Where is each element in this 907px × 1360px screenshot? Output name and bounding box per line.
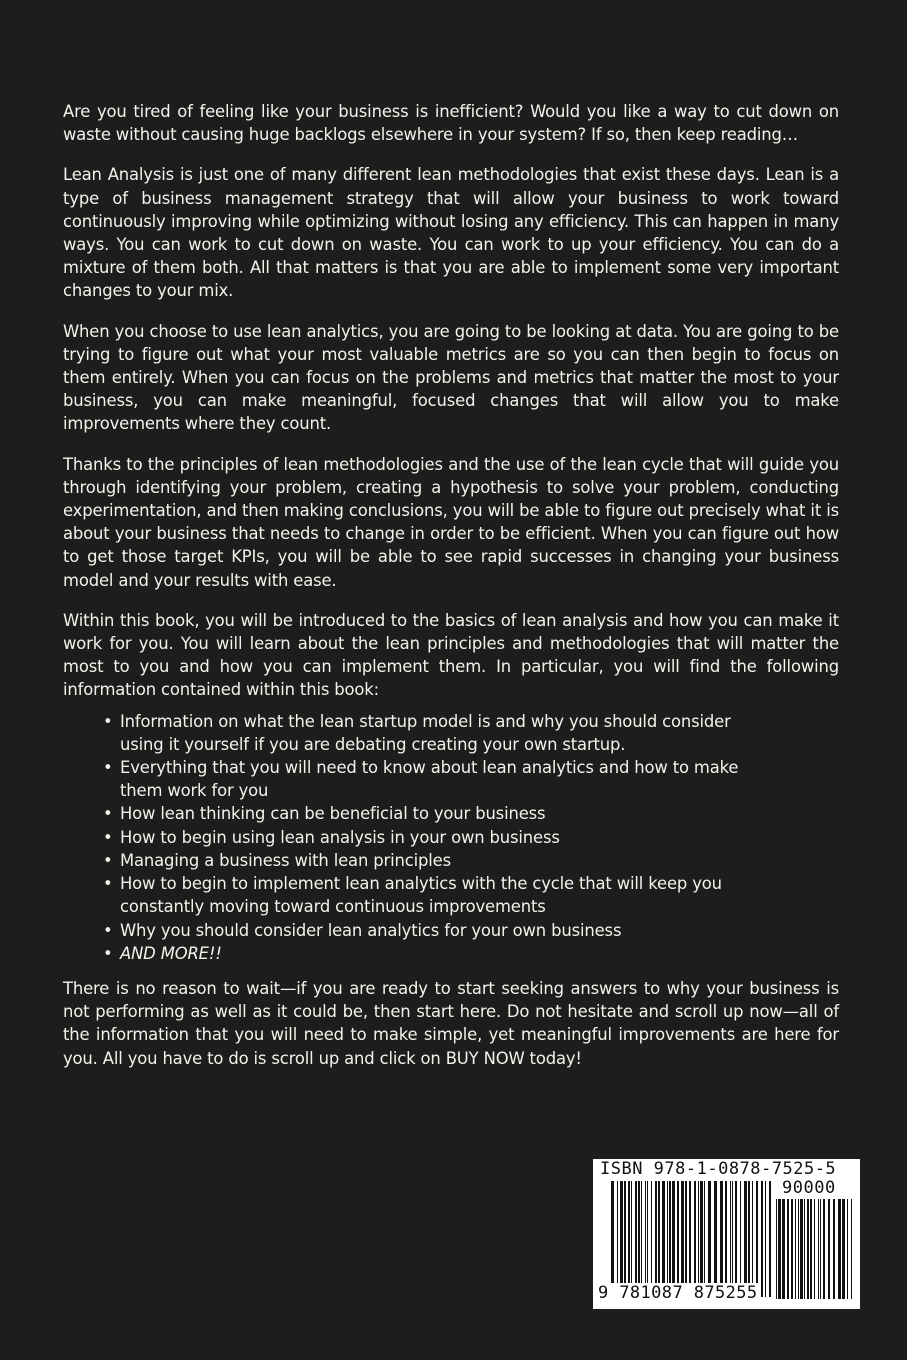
barcode-stripe [689,1181,691,1297]
barcode-stripe [725,1181,727,1297]
barcode-stripe [704,1181,705,1297]
barcode-stripe [735,1181,737,1297]
barcode-stripe [752,1181,753,1297]
bullet-list [63,710,839,965]
barcode-stripe [800,1199,803,1299]
barcode-stripe [765,1181,766,1297]
barcode-stripe [635,1181,637,1297]
barcode-stripe [631,1181,632,1297]
barcode-stripe [698,1181,699,1297]
barcode-stripe [732,1181,733,1297]
barcode-stripe [672,1181,675,1297]
barcode-stripe [756,1181,758,1297]
barcode-stripe [820,1199,821,1299]
bullet-icon: • [103,827,113,847]
barcode-stripe [798,1199,799,1299]
barcode-stripe [624,1181,626,1297]
bullet-icon: • [103,711,113,731]
list-item: • Information on what the lean startup model is and why you should consider using it yourself if you are debating creating your own startup. [103,711,731,754]
list-item: • AND MORE!! [120,942,839,965]
barcode-stripe [685,1181,687,1297]
barcode-stripe [748,1181,750,1297]
bullet-icon: • [103,804,113,824]
barcode-stripe [611,1181,614,1297]
ean-barcode-bars [611,1181,771,1297]
barcode-stripe [804,1199,805,1299]
blurb-paragraph-closing: There is no reason to wait—if you are ready to start seeking answers to why your business is not performing as well as it could be, then start here. Do not hesitate and scroll up now—all of the information that you will need to make simple, yet meaningful improvements are here for you. All you have to do is scroll up and click on BUY NOW today! [63,978,839,1068]
bullet-icon: • [103,920,113,940]
barcode-stripe [617,1181,618,1297]
barcode-stripe [708,1181,711,1297]
barcode-stripe [833,1199,835,1299]
barcode-stripe [730,1181,731,1297]
barcode-stripe [787,1199,789,1299]
barcode-stripe [776,1199,777,1299]
list-item: • How to begin to implement lean analytics with the cycle that will keep you constantly moving toward continuous improvements [103,874,722,917]
barcode-stripe [647,1181,648,1297]
barcode-stripe [628,1181,630,1297]
barcode-stripe [662,1181,665,1297]
blurb-paragraph-principles: Thanks to the principles of lean methodologies and the use of the lean cycle that will guide you through identifying your problem, creating a hypothesis to solve your problem, conducting experimentation, and then making conclusions, you will be able to figure out precisely what it is about your business that needs to change in order to be efficient. When you can figure out how to get those target KPIs, you will be able to see rapid successes in changing your business model and your results with ease. [63,454,839,590]
barcode-stripe [720,1181,723,1297]
barcode-stripe [641,1181,642,1297]
barcode-stripe [847,1199,848,1299]
bullet-icon: • [103,943,113,963]
bullet-icon: • [103,758,113,778]
blurb-paragraph-lean-analytics: When you choose to use lean analytics, you are going to be looking at data. You are going to be trying to figure out what your most valuable metrics are so you can then begin to focus on them entirely. When you can focus on the problems and metrics that matter the most to your business, you can make meaningful, focused changes that will allow you to make improvements where they count. [63,321,839,434]
blurb-paragraph-lean-analysis: Lean Analysis is just one of many different lean methodologies that exist these days. Lean is a type of business management strategy that will allow your business to work toward continuously improving while optimizing without losing any efficiency. This can happen in many ways. You can work to cut down on waste. You can work to up your efficiency. You can do a mixture of them both. All that matters is that you are able to implement some very important changes to your mix. [63,165,839,301]
list-item: • Why you should consider lean analytics for your own business [120,919,839,942]
barcode-stripe [810,1199,812,1299]
barcode-stripe [778,1199,781,1299]
barcode-stripe [851,1199,852,1299]
barcode-stripe [677,1181,679,1297]
blurb-text [63,100,839,1087]
bullet-icon: • [103,874,113,894]
barcode-stripe [655,1181,657,1297]
barcode-stripe [842,1199,845,1299]
barcode-stripe [669,1181,671,1297]
barcode-stripe [769,1181,771,1297]
list-item: • How lean thinking can be beneficial to your business [120,802,839,825]
barcode-stripe [638,1181,640,1297]
bullet-icon: • [103,850,113,870]
blurb-paragraph-book-contents: Within this book, you will be introduced to the basics of lean analysis and how you can make it work for you. You will learn about the lean principles and methodologies that will matter the most to you and how you can implement them. In particular, you will find the following information contained within this book: [63,610,839,700]
barcode-stripe [694,1181,696,1297]
isbn-barcode [593,1159,860,1309]
barcode-stripe [658,1181,660,1297]
isbn-label: ISBN 978-1-0878-7525-5 [600,1159,837,1179]
barcode-stripe [828,1199,830,1299]
barcode-stripe [620,1181,623,1297]
barcode-stripe [823,1199,825,1299]
list-item: • How to begin using lean analysis in your own business [120,826,839,849]
price-code: 90000 [782,1178,836,1198]
barcode-stripe [807,1199,809,1299]
barcode-stripe [645,1181,646,1297]
barcode-stripe [714,1181,717,1297]
barcode-stripe [795,1199,796,1299]
blurb-paragraph-intro: Are you tired of feeling like your business is inefficient? Would you like a way to cut down on waste without causing huge backlogs elsewhere in your system? If so, then keep reading… [63,102,839,145]
barcode-stripe [740,1181,741,1297]
barcode-stripe [667,1181,668,1297]
barcode-stripe [744,1181,747,1297]
list-item: • Everything that you will need to know about lean analytics and how to make them work for you [103,758,739,801]
list-item: • Managing a business with lean principles [120,849,839,872]
barcode-stripe [651,1181,652,1297]
barcode-stripe [782,1199,785,1299]
barcode-stripe [700,1181,703,1297]
barcode-stripe [681,1181,684,1297]
barcode-stripe [838,1199,841,1299]
ean-digits: 9 781087 875255 [598,1283,758,1303]
addon-barcode-bars [776,1199,853,1299]
barcode-stripe [818,1199,819,1299]
barcode-stripe [814,1199,815,1299]
barcode-stripe [791,1199,793,1299]
barcode-stripe [761,1181,763,1297]
